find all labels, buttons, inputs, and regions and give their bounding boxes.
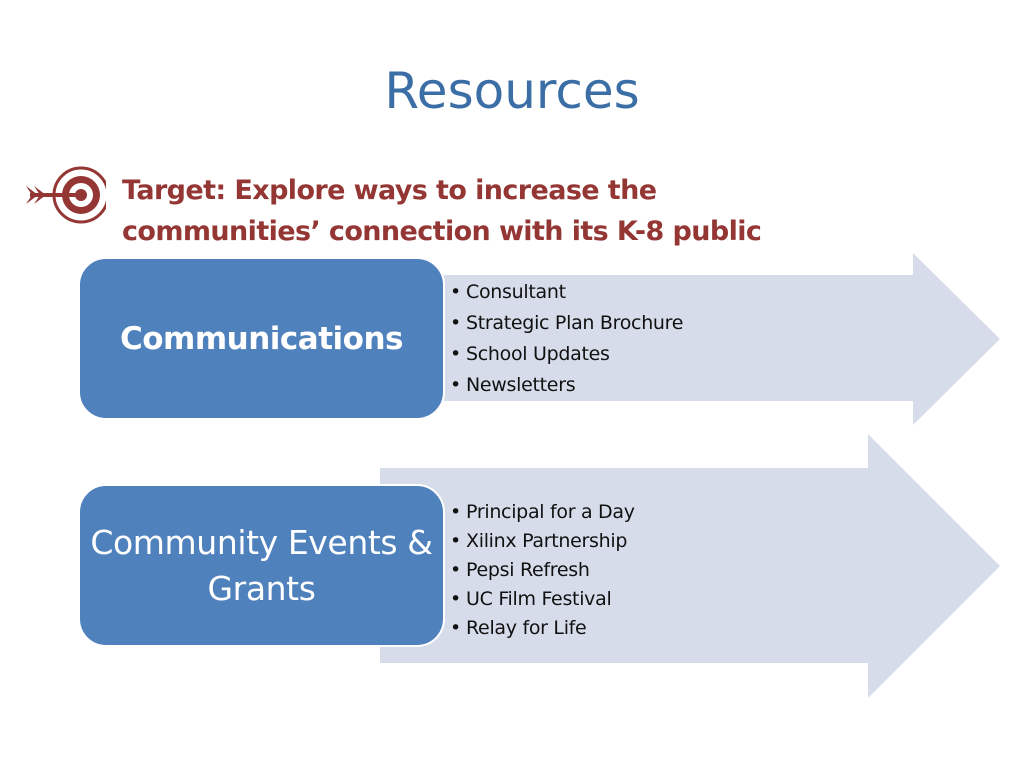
list-item: • Strategic Plan Brochure	[450, 308, 683, 339]
bullet: •	[450, 281, 461, 303]
list-item: • Relay for Life	[450, 614, 635, 643]
bullet: •	[450, 501, 461, 523]
list-item: • School Updates	[450, 339, 683, 370]
slide-title: Resources	[384, 62, 640, 120]
bullet: •	[450, 588, 461, 610]
bullet: •	[450, 559, 461, 581]
list-item: • Xilinx Partnership	[450, 527, 635, 556]
bullet: •	[450, 374, 461, 396]
section-list-community-events	[450, 498, 635, 643]
section-box-communications	[78, 257, 445, 420]
section-title: Community Events & Grants	[90, 522, 433, 608]
list-item: • Pepsi Refresh	[450, 556, 635, 585]
section-box-community-events	[78, 484, 445, 647]
list-item: • Consultant	[450, 277, 683, 308]
section-list-communications	[450, 277, 683, 401]
bullet: •	[450, 312, 461, 334]
target-statement: Target: Explore ways to increase the communities’ connection with its K-8 public	[122, 175, 762, 247]
list-item: • Principal for a Day	[450, 498, 635, 527]
bullet: •	[450, 530, 461, 552]
bullet: •	[450, 617, 461, 639]
target-with-arrow-icon	[24, 164, 106, 226]
list-item: • UC Film Festival	[450, 585, 635, 614]
section-title: Communications	[120, 320, 403, 357]
list-item: • Newsletters	[450, 370, 683, 401]
bullet: •	[450, 343, 461, 365]
